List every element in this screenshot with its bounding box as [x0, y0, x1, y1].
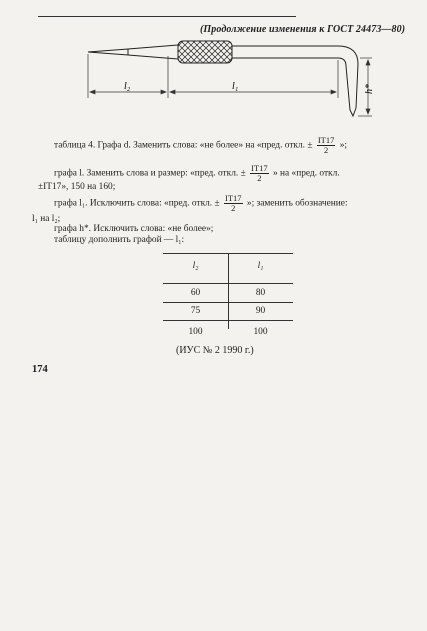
table-row: 100 100	[188, 327, 268, 337]
header-rule	[38, 16, 296, 17]
amendment-line-1: таблица 4. Графа d. Заменить слова: «не более» на «пред. откл. ± $\frac{IT17}{2}$ »;	[54, 135, 347, 155]
table-header-l2: l₂	[192, 261, 199, 271]
dimension-lines	[88, 54, 372, 116]
table-row-rule	[163, 302, 293, 303]
amendment-line-5: l₁ на l₂;	[32, 214, 61, 224]
header-title: (Продолжение изменения к ГОСТ 24473—80)	[200, 24, 406, 35]
table-header-rule	[163, 283, 293, 284]
fraction-it17-half: $\frac{IT17}{2}$	[317, 135, 335, 155]
ius-reference: (ИУС № 2 1990 г.)	[176, 345, 254, 356]
fraction-it17-half: $\frac{IT17}{2}$	[225, 193, 242, 213]
table-header-row	[163, 259, 293, 275]
dim-label-l1: l₁	[232, 81, 239, 92]
page-number: 174	[32, 364, 48, 375]
amendment-line-3: ±IT17», 150 на 160;	[38, 182, 116, 192]
tool-outline	[88, 41, 358, 116]
dim-label-l2: l₂	[124, 81, 131, 92]
table-header-l1: l₁	[257, 261, 264, 271]
table-row: 75 90	[190, 306, 266, 316]
amendment-line-7: таблицу дополнить графой — l₁:	[54, 235, 185, 245]
tool-drawing	[80, 30, 380, 130]
amendment-line-4: графа l₁. Исключить слова: «пред. откл. ± $\frac{IT17}{2}$ »; заменить обозначение:	[54, 193, 348, 213]
amendment-line-6: графа h*. Исключить слова: «не более»;	[54, 224, 214, 234]
dim-label-h: h*	[364, 84, 375, 94]
fraction-it17-half: $\frac{IT17}{2}$	[251, 163, 268, 183]
table-row-rule	[163, 320, 293, 321]
table-row: 60 80	[190, 288, 266, 298]
amendment-line-2: графа l. Заменить слова и размер: «пред. откл. ± $\frac{IT17}{2}$ » на «пред. откл.	[54, 163, 340, 183]
